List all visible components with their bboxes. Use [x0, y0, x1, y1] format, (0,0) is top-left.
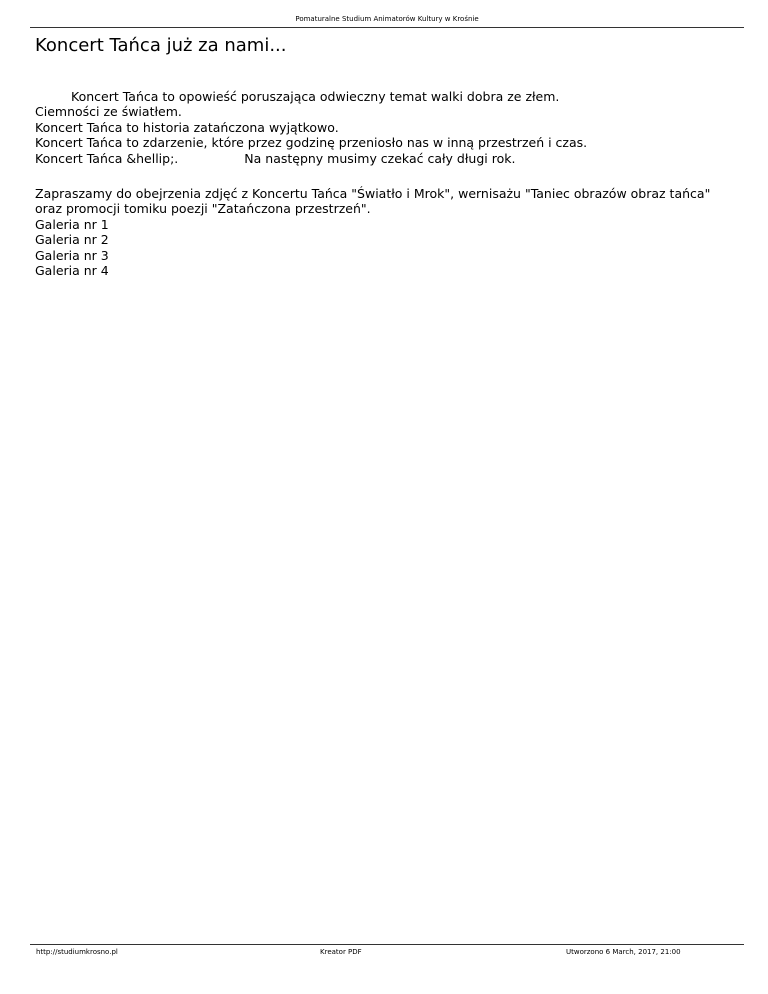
footer-created-date: Utworzono 6 March, 2017, 21:00 [566, 948, 681, 956]
footer-divider [30, 944, 744, 945]
gallery-link-4[interactable]: Galeria nr 4 [35, 263, 109, 279]
site-name: Pomaturalne Studium Animatorów Kultury w Krośnie [295, 15, 479, 23]
gallery-link-2[interactable]: Galeria nr 2 [35, 232, 109, 248]
article-body [35, 89, 735, 278]
intro-line: Koncert Tańca to zdarzenie, które przez godzinę przeniosło nas w inną przestrzeń i czas. [35, 135, 588, 151]
intro-closing-line [35, 151, 735, 166]
footer-url[interactable]: http://studiumkrosno.pl [36, 948, 118, 956]
invitation-text: Zapraszamy do obejrzenia zdjęć z Koncertu Tańca "Światło i Mrok", wernisażu "Taniec obrazów obraz tańca" oraz promocji tomiku poezji "Zatańczona przestrzeń". [35, 186, 711, 217]
article-title: Koncert Tańca już za nami... [35, 35, 287, 56]
gallery-link-3[interactable]: Galeria nr 3 [35, 247, 109, 263]
intro-line: Koncert Tańca to historia zatańczona wyjątkowo. [35, 119, 339, 135]
header-divider [30, 27, 744, 28]
footer-generator: Kreator PDF [320, 948, 362, 956]
closing-line-end: Na następny musimy czekać cały długi rok. [244, 150, 516, 166]
invitation-paragraph [35, 186, 735, 278]
intro-paragraph [35, 89, 735, 166]
intro-line: Koncert Tańca to opowieść poruszająca odwieczny temat walki dobra ze złem. [71, 89, 560, 104]
page-header [30, 14, 744, 24]
gallery-link-1[interactable]: Galeria nr 1 [35, 216, 109, 232]
closing-line-start: Koncert Tańca &hellip;. [35, 150, 179, 166]
intro-line: Ciemności ze światłem. [35, 104, 182, 120]
